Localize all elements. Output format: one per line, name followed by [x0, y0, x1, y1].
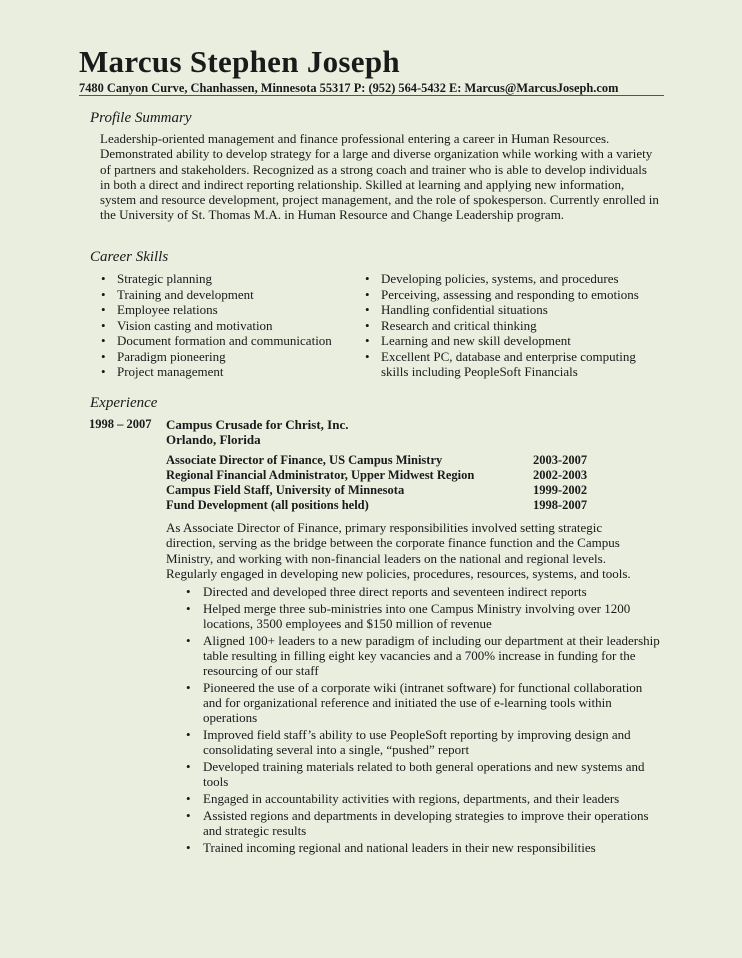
achievement-item: • Developed training materials related to both general operations and new systems and tools — [186, 759, 661, 789]
achievement-item: • Pioneered the use of a corporate wiki (intranet software) for functional collaboration and for organizational reference and initiated the use of e-learning tools within operations — [186, 680, 661, 726]
achievement-item: • Directed and developed three direct reports and seventeen indirect reports — [186, 584, 661, 599]
role-row — [166, 453, 591, 468]
role-row — [166, 468, 591, 483]
role-row — [166, 498, 591, 513]
skill-item: • Perceiving, assessing and responding to emotions — [365, 287, 655, 303]
role-title: Associate Director of Finance, US Campus Ministry — [166, 453, 443, 467]
skill-item: • Employee relations — [101, 302, 356, 318]
achievements-list — [186, 584, 661, 857]
achievement-item: • Aligned 100+ leaders to a new paradigm of including our department at their leadership table resulting in filling eight key vacancies and a 700% increase in funding for the resourcing of our staff — [186, 633, 661, 679]
career-skills-heading: Career Skills — [90, 249, 169, 265]
role-dates: 1998-2007 — [533, 498, 588, 512]
experience-heading: Experience — [90, 395, 158, 411]
contact-line: 7480 Canyon Curve, Chanhassen, Minnesota 55317 P: (952) 564-5432 E: Marcus@MarcusJoseph.com — [79, 81, 619, 95]
role-dates: 2003-2007 — [533, 453, 588, 467]
skills-list-left — [101, 271, 356, 380]
skill-item: • Training and development — [101, 287, 356, 303]
skill-item: • Document formation and communication — [101, 333, 356, 349]
skill-item: • Handling confidential situations — [365, 302, 655, 318]
skill-item: • Paradigm pioneering — [101, 349, 356, 365]
skill-item: • Research and critical thinking — [365, 318, 655, 334]
role-title: Campus Field Staff, University of Minnesota — [166, 483, 405, 497]
skills-list-right — [365, 271, 655, 380]
skill-item: • Developing policies, systems, and procedures — [365, 271, 655, 287]
role-title: Regional Financial Administrator, Upper Midwest Region — [166, 468, 475, 482]
role-dates: 1999-2002 — [533, 483, 588, 497]
header-divider — [79, 95, 664, 96]
role-row — [166, 483, 591, 498]
experience-description: As Associate Director of Finance, primary responsibilities involved setting strategic direction, serving as the bridge between the corporate finance function and the Campus Ministry, and working with non-financial leaders on the national and regional levels. Regularly engaged in developing new policies, procedures, resources, systems, and tools. — [166, 520, 631, 581]
role-title: Fund Development (all positions held) — [166, 498, 369, 512]
skill-item: • Learning and new skill development — [365, 333, 655, 349]
roles-list — [166, 453, 591, 513]
skill-item: • Excellent PC, database and enterprise computing skills including PeopleSoft Financials — [365, 349, 655, 380]
profile-summary-heading: Profile Summary — [90, 110, 192, 126]
profile-summary-text: Leadership-oriented management and finance professional entering a career in Human Resources. Demonstrated ability to develop strategy for a large and diverse organization while working with a variety of partners and stakeholders. Recognized as a strong coach and trainer who is able to develop individuals in both a direct and indirect reporting relationship. Skilled at learning and applying new information, system and resource development, project management, and the role of spokesperson. Currently enrolled in the University of St. Thomas M.A. in Human Resource and Change Leadership program. — [100, 131, 659, 223]
skill-item: • Vision casting and motivation — [101, 318, 356, 334]
achievement-item: • Assisted regions and departments in developing strategies to improve their operations and strategic results — [186, 808, 661, 838]
achievement-item: • Helped merge three sub-ministries into one Campus Ministry involving over 1200 locations, 3500 employees and $150 million of revenue — [186, 601, 661, 631]
achievement-item: • Trained incoming regional and national leaders in their new responsibilities — [186, 840, 661, 855]
resume-name: Marcus Stephen Joseph — [79, 44, 400, 79]
skill-item: • Project management — [101, 364, 356, 380]
employer-name: Campus Crusade for Christ, Inc. — [166, 417, 349, 432]
employer-location: Orlando, Florida — [166, 432, 261, 447]
role-dates: 2002-2003 — [533, 468, 588, 482]
skill-item: • Strategic planning — [101, 271, 356, 287]
employment-dates: 1998 – 2007 — [89, 417, 152, 431]
achievement-item: • Improved field staff’s ability to use PeopleSoft reporting by improving design and consolidating several into a single, “pushed” report — [186, 727, 661, 757]
achievement-item: • Engaged in accountability activities with regions, departments, and their leaders — [186, 791, 661, 806]
employer-block — [166, 417, 349, 447]
